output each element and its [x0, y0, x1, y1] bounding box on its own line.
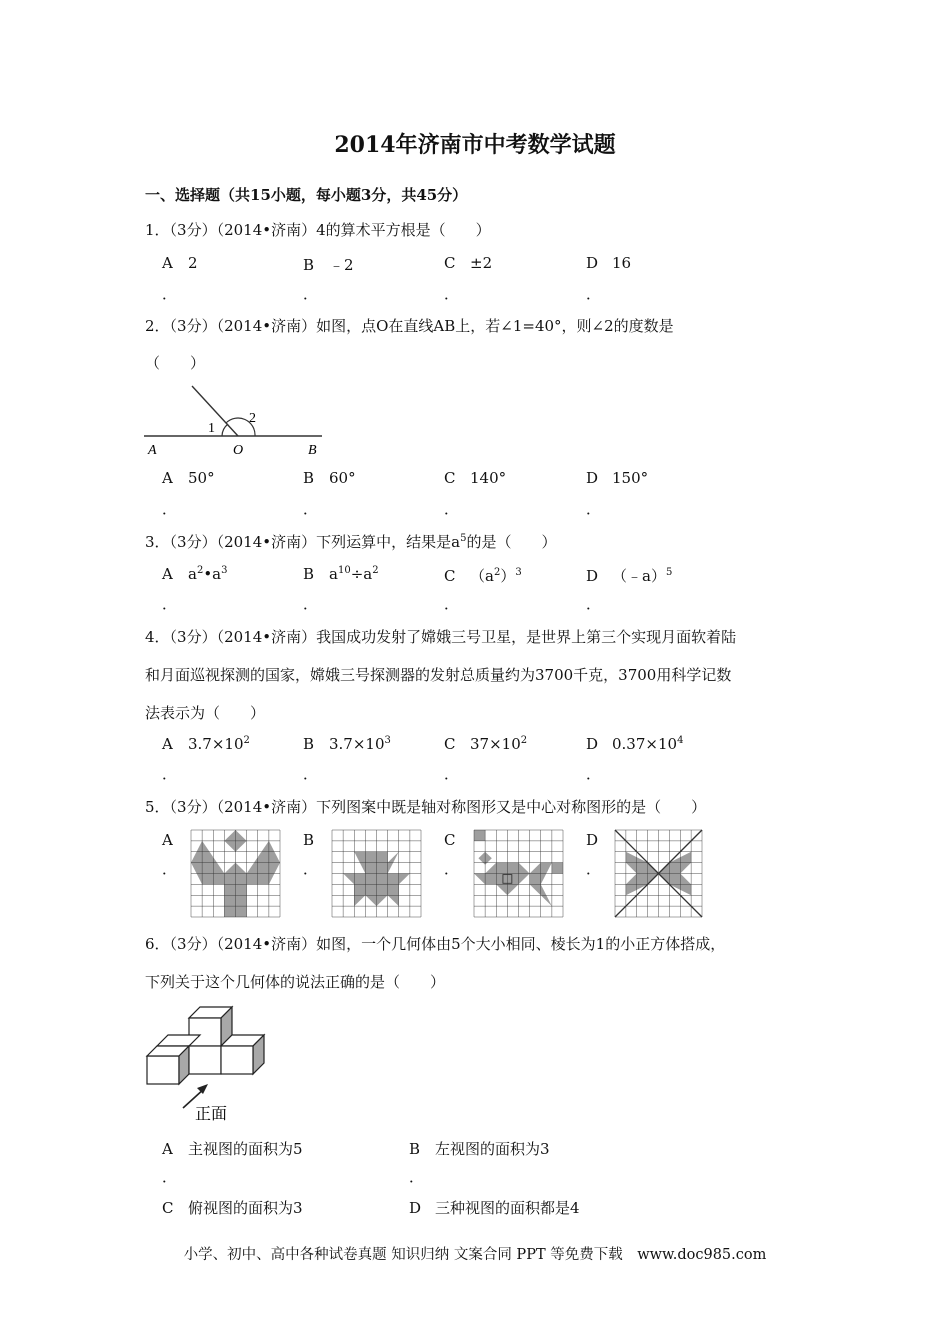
q1-option-a[interactable] — [162, 254, 198, 272]
q4-option-c[interactable] — [444, 735, 527, 753]
question-1-stem: 1．（3分）（2014•济南）4的算术平方根是（ ） — [145, 221, 491, 239]
option-letter: A — [162, 831, 173, 849]
q4-option-a[interactable] — [162, 735, 250, 753]
option-text: ±2 — [470, 254, 493, 272]
option-text: 60° — [329, 469, 356, 487]
question-4-line-2: 和月面巡视探测的国家，嫦娥三号探测器的发射总质量约为3700千克，3700用科学记数 — [145, 666, 732, 684]
option-dot: ． — [586, 860, 602, 878]
option-letter: C — [444, 567, 456, 585]
stem-text: 3．（3分）（2014•济南）下列运算中，结果是a — [145, 533, 461, 551]
option-letter: C — [444, 831, 456, 849]
exponent: 3 — [221, 565, 228, 576]
option-text: 3.7×10 — [329, 735, 385, 753]
pattern-d-grid[interactable] — [615, 830, 702, 917]
option-letter: D — [586, 831, 599, 849]
option-dot: ． — [162, 1168, 178, 1186]
q5-option-b[interactable] — [303, 831, 314, 849]
option-dot: ． — [303, 860, 319, 878]
q3-option-b[interactable] — [303, 565, 379, 583]
option-letter: D — [586, 735, 599, 753]
option-dot: ． — [162, 285, 178, 303]
option-dot: ． — [444, 860, 460, 878]
exponent: 10 — [337, 565, 351, 576]
label-b: B — [308, 443, 317, 458]
q6-option-d[interactable] — [409, 1197, 580, 1218]
label-angle-2: 2 — [249, 411, 256, 426]
question-4-line-1: 4．（3分）（2014•济南）我国成功发射了嫦娥三号卫星，是世界上第三个实现月面软着陆 — [145, 628, 737, 646]
option-letter: A — [162, 1140, 173, 1158]
option-text: a — [329, 565, 338, 583]
option-dot: ． — [162, 595, 178, 613]
q6-option-a[interactable] — [162, 1138, 303, 1159]
option-text: 主视图的面积为5 — [188, 1140, 303, 1158]
angle-1-arc — [222, 424, 228, 436]
option-letter: C — [444, 254, 456, 272]
option-dot: ． — [586, 285, 602, 303]
question-5-stem: 5．（3分）（2014•济南）下列图案中既是轴对称图形又是中心对称图形的是（ ） — [145, 798, 707, 816]
option-text: ﹣2 — [329, 256, 354, 274]
option-letter: D — [586, 254, 599, 272]
pattern-a-grid[interactable] — [191, 830, 280, 917]
option-dot: ． — [409, 1168, 425, 1186]
option-letter: A — [162, 254, 173, 272]
option-text: 三种视图的面积都是4 — [435, 1199, 580, 1217]
option-dot: ． — [586, 500, 602, 518]
page-title: 2014年济南市中考数学试题 — [334, 132, 616, 158]
option-dot: ． — [444, 765, 460, 783]
option-text: 3.7×10 — [188, 735, 244, 753]
option-letter: C — [444, 469, 456, 487]
exponent: 3 — [515, 567, 522, 578]
option-text: 0.37×10 — [612, 735, 678, 753]
exponent: 2 — [520, 735, 528, 746]
option-text: ） — [500, 567, 516, 585]
middle-cube-front — [189, 1046, 221, 1074]
cube-figure — [143, 1004, 268, 1124]
option-letter: C — [444, 735, 456, 753]
option-letter: A — [162, 735, 173, 753]
exponent: 5 — [665, 567, 673, 578]
q5-option-a[interactable] — [162, 831, 173, 849]
question-3-stem — [145, 531, 556, 552]
q1-option-d[interactable] — [586, 254, 631, 272]
question-2-paren: （ ） — [145, 354, 206, 372]
option-text: 140° — [470, 469, 507, 487]
exponent: 2 — [493, 567, 501, 578]
front-label: 正面 — [195, 1104, 228, 1123]
pattern-a-gridlines — [191, 830, 280, 917]
q2-option-d[interactable] — [586, 469, 648, 487]
question-4-line-3: 法表示为（ ） — [145, 704, 266, 722]
option-text: 2 — [188, 254, 198, 272]
option-dot: ． — [162, 860, 178, 878]
option-dot: ． — [444, 285, 460, 303]
pattern-c-grid[interactable] — [474, 830, 563, 917]
q2-option-b[interactable] — [303, 469, 356, 487]
option-letter: B — [303, 256, 315, 274]
q3-option-d[interactable] — [586, 565, 672, 586]
option-dot: ． — [303, 765, 319, 783]
option-dot: ． — [444, 500, 460, 518]
arrow-head — [197, 1084, 208, 1094]
option-text: ÷a — [350, 565, 373, 583]
option-text: 16 — [612, 254, 632, 272]
q1-option-c[interactable] — [444, 254, 492, 272]
option-letter: B — [303, 735, 315, 753]
q2-option-a[interactable] — [162, 469, 215, 487]
option-text: 左视图的面积为3 — [435, 1140, 550, 1158]
footer-text: 小学、初中、高中各种试卷真题 知识归纳 文案合同 PPT 等免费下载 www.doc985.com — [183, 1247, 767, 1263]
option-dot: ． — [444, 595, 460, 613]
exponent: 4 — [677, 735, 684, 746]
option-dot: ． — [586, 595, 602, 613]
option-letter: A — [162, 565, 173, 583]
option-text: a — [188, 565, 197, 583]
question-6-line-2: 下列关于这个几何体的说法正确的是（ ） — [145, 973, 446, 991]
option-dot: ． — [303, 595, 319, 613]
option-letter: A — [162, 469, 173, 487]
option-letter: D — [586, 469, 599, 487]
label-a: A — [148, 443, 157, 458]
q5-option-d[interactable] — [586, 831, 598, 849]
option-letter: D — [586, 567, 599, 585]
angle-figure — [140, 382, 330, 458]
option-text: 150° — [612, 469, 649, 487]
option-letter: B — [409, 1140, 421, 1158]
option-text: 50° — [188, 469, 215, 487]
option-letter: B — [303, 565, 315, 583]
option-letter: B — [303, 831, 315, 849]
option-letter: C — [162, 1199, 174, 1217]
stem-exponent: 5 — [460, 533, 467, 544]
ray-oc — [192, 386, 238, 436]
q6-option-b[interactable] — [409, 1138, 550, 1159]
front-left-cube — [147, 1056, 179, 1084]
exponent: 2 — [243, 735, 250, 746]
exponent: 2 — [196, 565, 204, 576]
option-dot: ． — [303, 285, 319, 303]
q3-option-a[interactable] — [162, 565, 228, 583]
q2-option-c[interactable] — [444, 469, 506, 487]
label-o: O — [233, 443, 244, 458]
option-dot: ． — [162, 500, 178, 518]
section-heading: 一、选择题（共15小题，每小题3分，共45分） — [145, 186, 468, 204]
stem-tail: 的是（ ） — [466, 533, 557, 551]
option-dot: ． — [162, 765, 178, 783]
question-2-stem: 2．（3分）（2014•济南）如图，点O在直线AB上，若∠1=40°，则∠2的度数是 — [145, 317, 674, 335]
q4-option-b[interactable] — [303, 735, 391, 753]
option-dot: ． — [303, 500, 319, 518]
right-cube-front — [221, 1046, 253, 1074]
option-text: （a — [470, 567, 494, 585]
option-text: 俯视图的面积为3 — [188, 1199, 303, 1217]
option-text: （﹣a） — [612, 567, 666, 585]
q5-option-c[interactable] — [444, 831, 455, 849]
question-6-line-1: 6．（3分）（2014•济南）如图，一个几何体由5个大小相同、棱长为1的小正方体搭成， — [145, 935, 726, 953]
exponent: 2 — [372, 565, 379, 576]
option-text: 37×10 — [470, 735, 521, 753]
q1-option-b[interactable] — [303, 254, 354, 275]
exponent: 3 — [384, 735, 391, 746]
label-angle-1: 1 — [208, 421, 215, 436]
q6-option-c[interactable] — [162, 1197, 303, 1218]
option-letter: B — [303, 469, 315, 487]
option-dot: ． — [586, 765, 602, 783]
pattern-b-grid[interactable] — [332, 830, 421, 917]
option-letter: D — [409, 1199, 422, 1217]
option-text: •a — [203, 565, 222, 583]
q4-option-d[interactable] — [586, 735, 683, 753]
q3-option-c[interactable] — [444, 565, 522, 586]
